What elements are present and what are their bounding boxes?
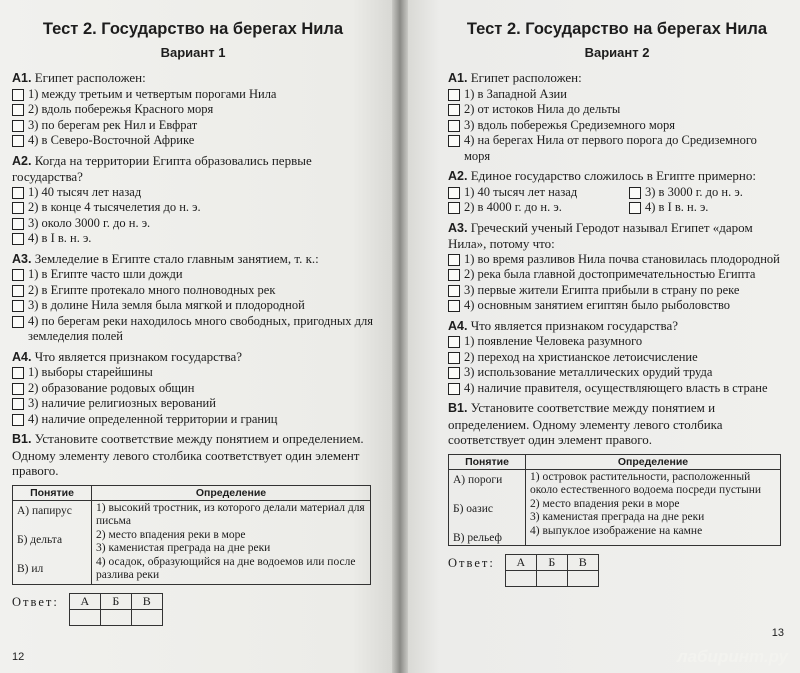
option[interactable]: 4) наличие правителя, осуществляющего власть в стране [448, 381, 786, 397]
column-header: Определение [526, 454, 781, 469]
checkbox[interactable] [12, 187, 24, 199]
question-number: В1. [448, 401, 468, 415]
option[interactable]: 2) от истоков Нила до дельты [448, 102, 786, 118]
question-a3 [448, 220, 786, 314]
checkbox[interactable] [12, 135, 24, 147]
option[interactable]: 1) в Египте часто шли дожди [12, 267, 374, 283]
watermark: лабиринт.ру [677, 647, 788, 666]
question-text: Установите соответствие между понятием и определением. Одному элементу левого столбика соответствует один элемент правого. [448, 400, 723, 447]
question-number: А4. [12, 349, 32, 364]
option[interactable]: 1) в Западной Азии [448, 87, 786, 103]
question-number: А3. [448, 220, 468, 235]
question-b1 [12, 431, 374, 626]
checkbox[interactable] [448, 135, 460, 147]
answer-grid: Ответ: А Б В [12, 593, 374, 626]
option[interactable]: 4) наличие определенной территории и границ [12, 412, 374, 428]
checkbox[interactable] [448, 352, 460, 364]
checkbox[interactable] [629, 187, 641, 199]
answer-cell[interactable] [567, 570, 598, 586]
question-number: А3. [12, 251, 32, 266]
option[interactable]: 3) вдоль побережья Средиземного моря [448, 118, 786, 134]
option[interactable]: 1) выборы старейшины [12, 365, 374, 381]
question-number: В1. [12, 432, 32, 446]
question-a1 [12, 70, 374, 149]
option[interactable]: 4) в I в. н. э. [12, 231, 374, 247]
checkbox[interactable] [629, 202, 641, 214]
option[interactable]: 2) в Египте протекало много полноводных рек [12, 283, 374, 299]
checkbox[interactable] [448, 269, 460, 281]
checkbox[interactable] [448, 89, 460, 101]
question-a2 [12, 153, 374, 247]
question-number: А4. [448, 318, 468, 333]
answer-cell[interactable] [100, 609, 131, 625]
question-text: Что является признаком государства? [470, 317, 679, 333]
option[interactable]: 4) по берегам реки находилось много свободных, пригодных для земледелия полей [12, 314, 374, 345]
book-gutter [392, 0, 408, 673]
option[interactable]: 2) в 4000 г. до н. э. [448, 200, 623, 216]
page-title: Тест 2. Государство на берегах Нила [466, 20, 768, 38]
checkbox[interactable] [12, 89, 24, 101]
option[interactable]: 2) река была главной достопримечательностью Египта [448, 267, 786, 283]
checkbox[interactable] [448, 202, 460, 214]
question-a3 [12, 251, 374, 345]
definitions-cell: 1) островок растительности, расположенный около естественного водоема посреди пустыни 2) место впадения реки в море 3) каменистая преграда на дне реки 4) выпуклое изображение на камне [526, 469, 781, 545]
page-number: 13 [771, 627, 784, 639]
option[interactable]: 3) наличие религиозных верований [12, 396, 374, 412]
column-header: Определение [92, 485, 371, 500]
option[interactable]: 2) переход на христианское летоисчисление [448, 350, 786, 366]
terms-cell: А) пороги Б) оазис В) рельеф [449, 469, 526, 545]
matching-table [448, 454, 781, 546]
option[interactable]: 4) в I в. н. э. [629, 200, 786, 216]
question-a4 [12, 349, 374, 428]
question-number: А1. [12, 71, 32, 85]
checkbox[interactable] [448, 367, 460, 379]
checkbox[interactable] [448, 254, 460, 266]
option[interactable]: 1) появление Человека разумного [448, 334, 786, 350]
option[interactable]: 1) 40 тысяч лет назад [12, 185, 374, 201]
answer-cell[interactable] [536, 570, 567, 586]
question-text: Греческий ученый Геродот называл Египет «даром Нила», потому что: [448, 219, 753, 251]
checkbox[interactable] [448, 336, 460, 348]
option[interactable]: 2) образование родовых общин [12, 381, 374, 397]
question-text: Земледелие в Египте стало главным занятием, т. к.: [34, 250, 319, 266]
option[interactable]: 3) использование металлических орудий труда [448, 365, 786, 381]
answer-cell[interactable] [131, 609, 162, 625]
checkbox[interactable] [12, 383, 24, 395]
question-a1 [448, 70, 786, 164]
variant-heading: Вариант 1 [160, 45, 226, 60]
question-text: Египет расположен: [470, 70, 582, 85]
question-text: Единое государство сложилось в Египте примерно: [470, 168, 756, 183]
option[interactable]: 1) 40 тысяч лет назад [448, 185, 623, 201]
option[interactable]: 4) в Северо-Восточной Африке [12, 133, 374, 149]
definitions-cell: 1) высокий тростник, из которого делали материал для письма 2) место впадения реки в море 3) каменистая преграда на дне реки 4) осадок, образующийся на дне водоемов или после разлива реки [92, 500, 371, 584]
answer-cell[interactable] [505, 570, 536, 586]
question-a2 [448, 168, 786, 216]
checkbox[interactable] [448, 383, 460, 395]
checkbox[interactable] [12, 398, 24, 410]
option[interactable]: 1) во время разливов Нила почва становилась плодородной [448, 252, 786, 268]
matching-table [12, 485, 371, 585]
checkbox[interactable] [448, 187, 460, 199]
option[interactable]: 3) в долине Нила земля была мягкой и плодородной [12, 298, 374, 314]
option[interactable]: 3) первые жители Египта прибыли в страну по реке [448, 283, 786, 299]
question-number: А2. [448, 169, 468, 183]
question-number: А1. [448, 71, 468, 85]
page-number: 12 [12, 651, 25, 663]
checkbox[interactable] [12, 285, 24, 297]
question-a4 [448, 318, 786, 397]
answer-cell[interactable] [69, 609, 100, 625]
checkbox[interactable] [12, 202, 24, 214]
checkbox[interactable] [12, 233, 24, 245]
checkbox[interactable] [12, 120, 24, 132]
page-title: Тест 2. Государство на берегах Нила [42, 20, 344, 38]
option[interactable]: 3) около 3000 г. до н. э. [12, 216, 374, 232]
right-page [408, 0, 800, 673]
checkbox[interactable] [448, 300, 460, 312]
answer-grid: Ответ: А Б В [448, 554, 786, 587]
option[interactable]: 4) основным занятием египтян было рыболовство [448, 298, 786, 314]
checkbox[interactable] [12, 269, 24, 281]
option[interactable]: 4) на берегах Нила от первого порога до Средиземного моря [448, 133, 786, 164]
question-text: Когда на территории Египта образовались первые государства? [12, 152, 312, 184]
question-number: А2. [12, 153, 32, 168]
variant-heading: Вариант 2 [584, 45, 650, 60]
question-text: Установите соответствие между понятием и определением. Одному элементу левого столбика соответствует один элемент правого. [12, 431, 364, 478]
checkbox[interactable] [12, 367, 24, 379]
checkbox[interactable] [12, 316, 24, 328]
checkbox[interactable] [448, 285, 460, 297]
column-header: Понятие [13, 485, 92, 500]
checkbox[interactable] [12, 104, 24, 116]
checkbox[interactable] [448, 104, 460, 116]
left-page [0, 0, 392, 673]
option-grid [448, 185, 786, 216]
terms-cell: А) папирус Б) дельта В) ил [13, 500, 92, 584]
question-text: Что является признаком государства? [34, 348, 243, 364]
option[interactable]: 2) вдоль побережья Красного моря [12, 102, 374, 118]
checkbox[interactable] [12, 414, 24, 426]
checkbox[interactable] [448, 120, 460, 132]
option[interactable]: 1) между третьим и четвертым порогами Нила [12, 87, 374, 103]
option[interactable]: 3) по берегам рек Нил и Евфрат [12, 118, 374, 134]
question-text: Египет расположен: [34, 70, 146, 85]
checkbox[interactable] [12, 300, 24, 312]
option[interactable]: 3) в 3000 г. до н. э. [629, 185, 786, 201]
option[interactable]: 2) в конце 4 тысячелетия до н. э. [12, 200, 374, 216]
column-header: Понятие [449, 454, 526, 469]
question-b1 [448, 400, 786, 587]
checkbox[interactable] [12, 218, 24, 230]
